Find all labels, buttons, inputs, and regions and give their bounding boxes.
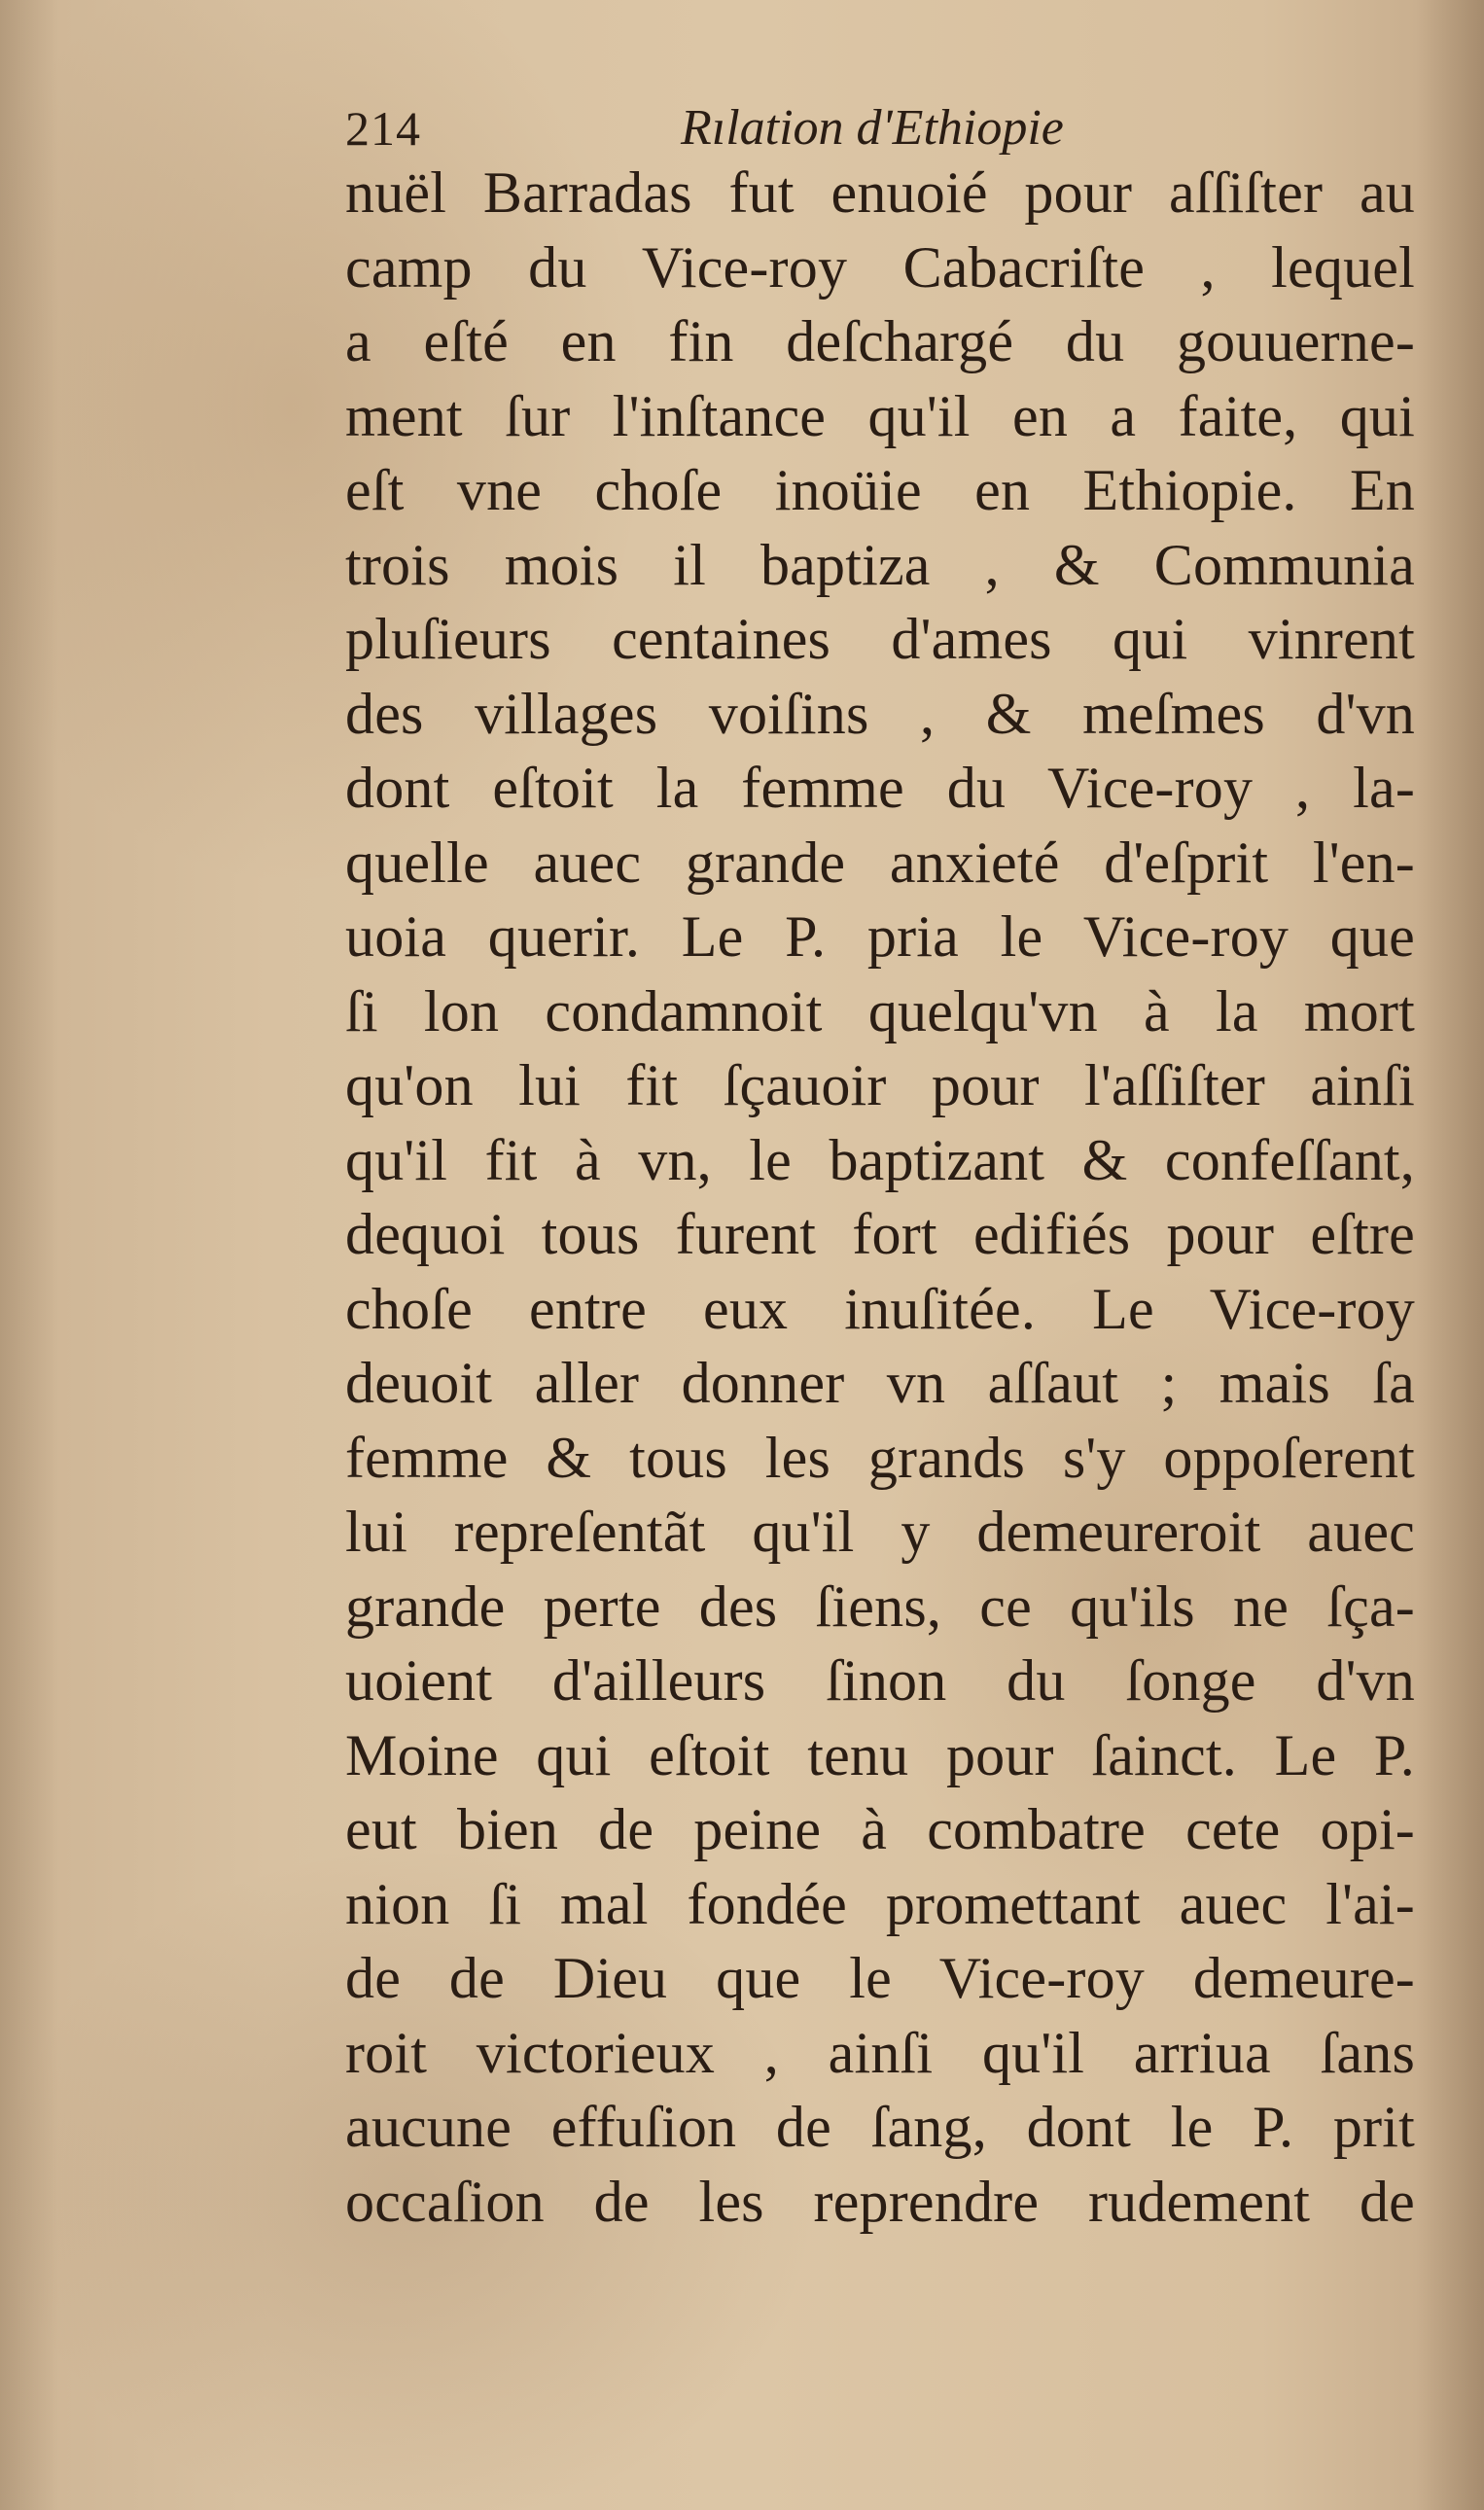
text-line: uoient d'ailleurs ſinon du ſonge d'vn: [345, 1648, 1415, 1713]
text-line: pluſieurs centaines d'ames qui vinrent: [345, 607, 1415, 671]
text-line: ſi lon condamnoit quelqu'vn à la mort: [345, 978, 1415, 1043]
text-line: nuël Barradas fut enuoié pour aſſiſter au: [345, 160, 1415, 225]
text-line: a eſté en fin deſchargé du gouuerne-: [345, 309, 1415, 373]
text-line: camp du Vice-roy Cabacriſte , lequel: [345, 234, 1415, 300]
text-line: Moine qui eſtoit tenu pour ſainct. Le P.: [345, 1722, 1415, 1787]
text-line: eſt vne choſe inoüie en Ethiopie. En: [345, 458, 1415, 522]
text-line: roit victorieux , ainſi qu'il arriua ſans: [345, 2020, 1415, 2085]
text-line: qu'il fit à vn, le baptizant & confeſſant,: [345, 1127, 1415, 1192]
text-line: lui repreſentãt qu'il y demeureroit auec: [345, 1500, 1415, 1564]
text-line: aucune effuſion de ſang, dont le P. prit: [345, 2095, 1415, 2159]
text-line: quelle auec grande anxieté d'eſprit l'en-: [345, 830, 1415, 895]
text-line: trois mois il baptiza , & Communia: [345, 532, 1415, 597]
running-title: Rılation d'Ethiopie: [681, 100, 1064, 156]
page-number: 214: [345, 101, 421, 156]
gutter-shadow: [1416, 0, 1484, 2510]
text-line: deuoit aller donner vn aſſaut ; mais ſa: [345, 1351, 1415, 1415]
text-line: des villages voiſins , & meſmes d'vn: [345, 681, 1415, 746]
text-line: nion ſi mal fondée promettant auec l'ai-: [345, 1871, 1415, 1936]
text-line: grande perte des ſiens, ce qu'ils ne ſça-: [345, 1573, 1415, 1639]
text-line: dont eſtoit la femme du Vice-roy , la-: [345, 756, 1415, 820]
text-body: [345, 156, 1415, 2239]
text-line: uoia querir. Le P. pria le Vice-roy que: [345, 904, 1415, 969]
text-line: femme & tous les grands s'y oppoſerent: [345, 1425, 1415, 1490]
text-line: occaſion de les reprendre rudement de: [345, 2169, 1415, 2234]
text-line: dequoi tous furent fort edifiés pour eſtre: [345, 1202, 1415, 1266]
text-line: de de Dieu que le Vice-roy demeure-: [345, 1946, 1415, 2010]
text-line: ment ſur l'inſtance qu'il en a faite, qui: [345, 383, 1415, 448]
text-line: eut bien de peine à combatre cete opi-: [345, 1797, 1415, 1861]
page-edge-shadow: [0, 0, 58, 2510]
text-line: qu'on lui fit ſçauoir pour l'aſſiſter ainſi: [345, 1053, 1415, 1117]
text-line: choſe entre eux inuſitée. Le Vice-roy: [345, 1276, 1415, 1341]
